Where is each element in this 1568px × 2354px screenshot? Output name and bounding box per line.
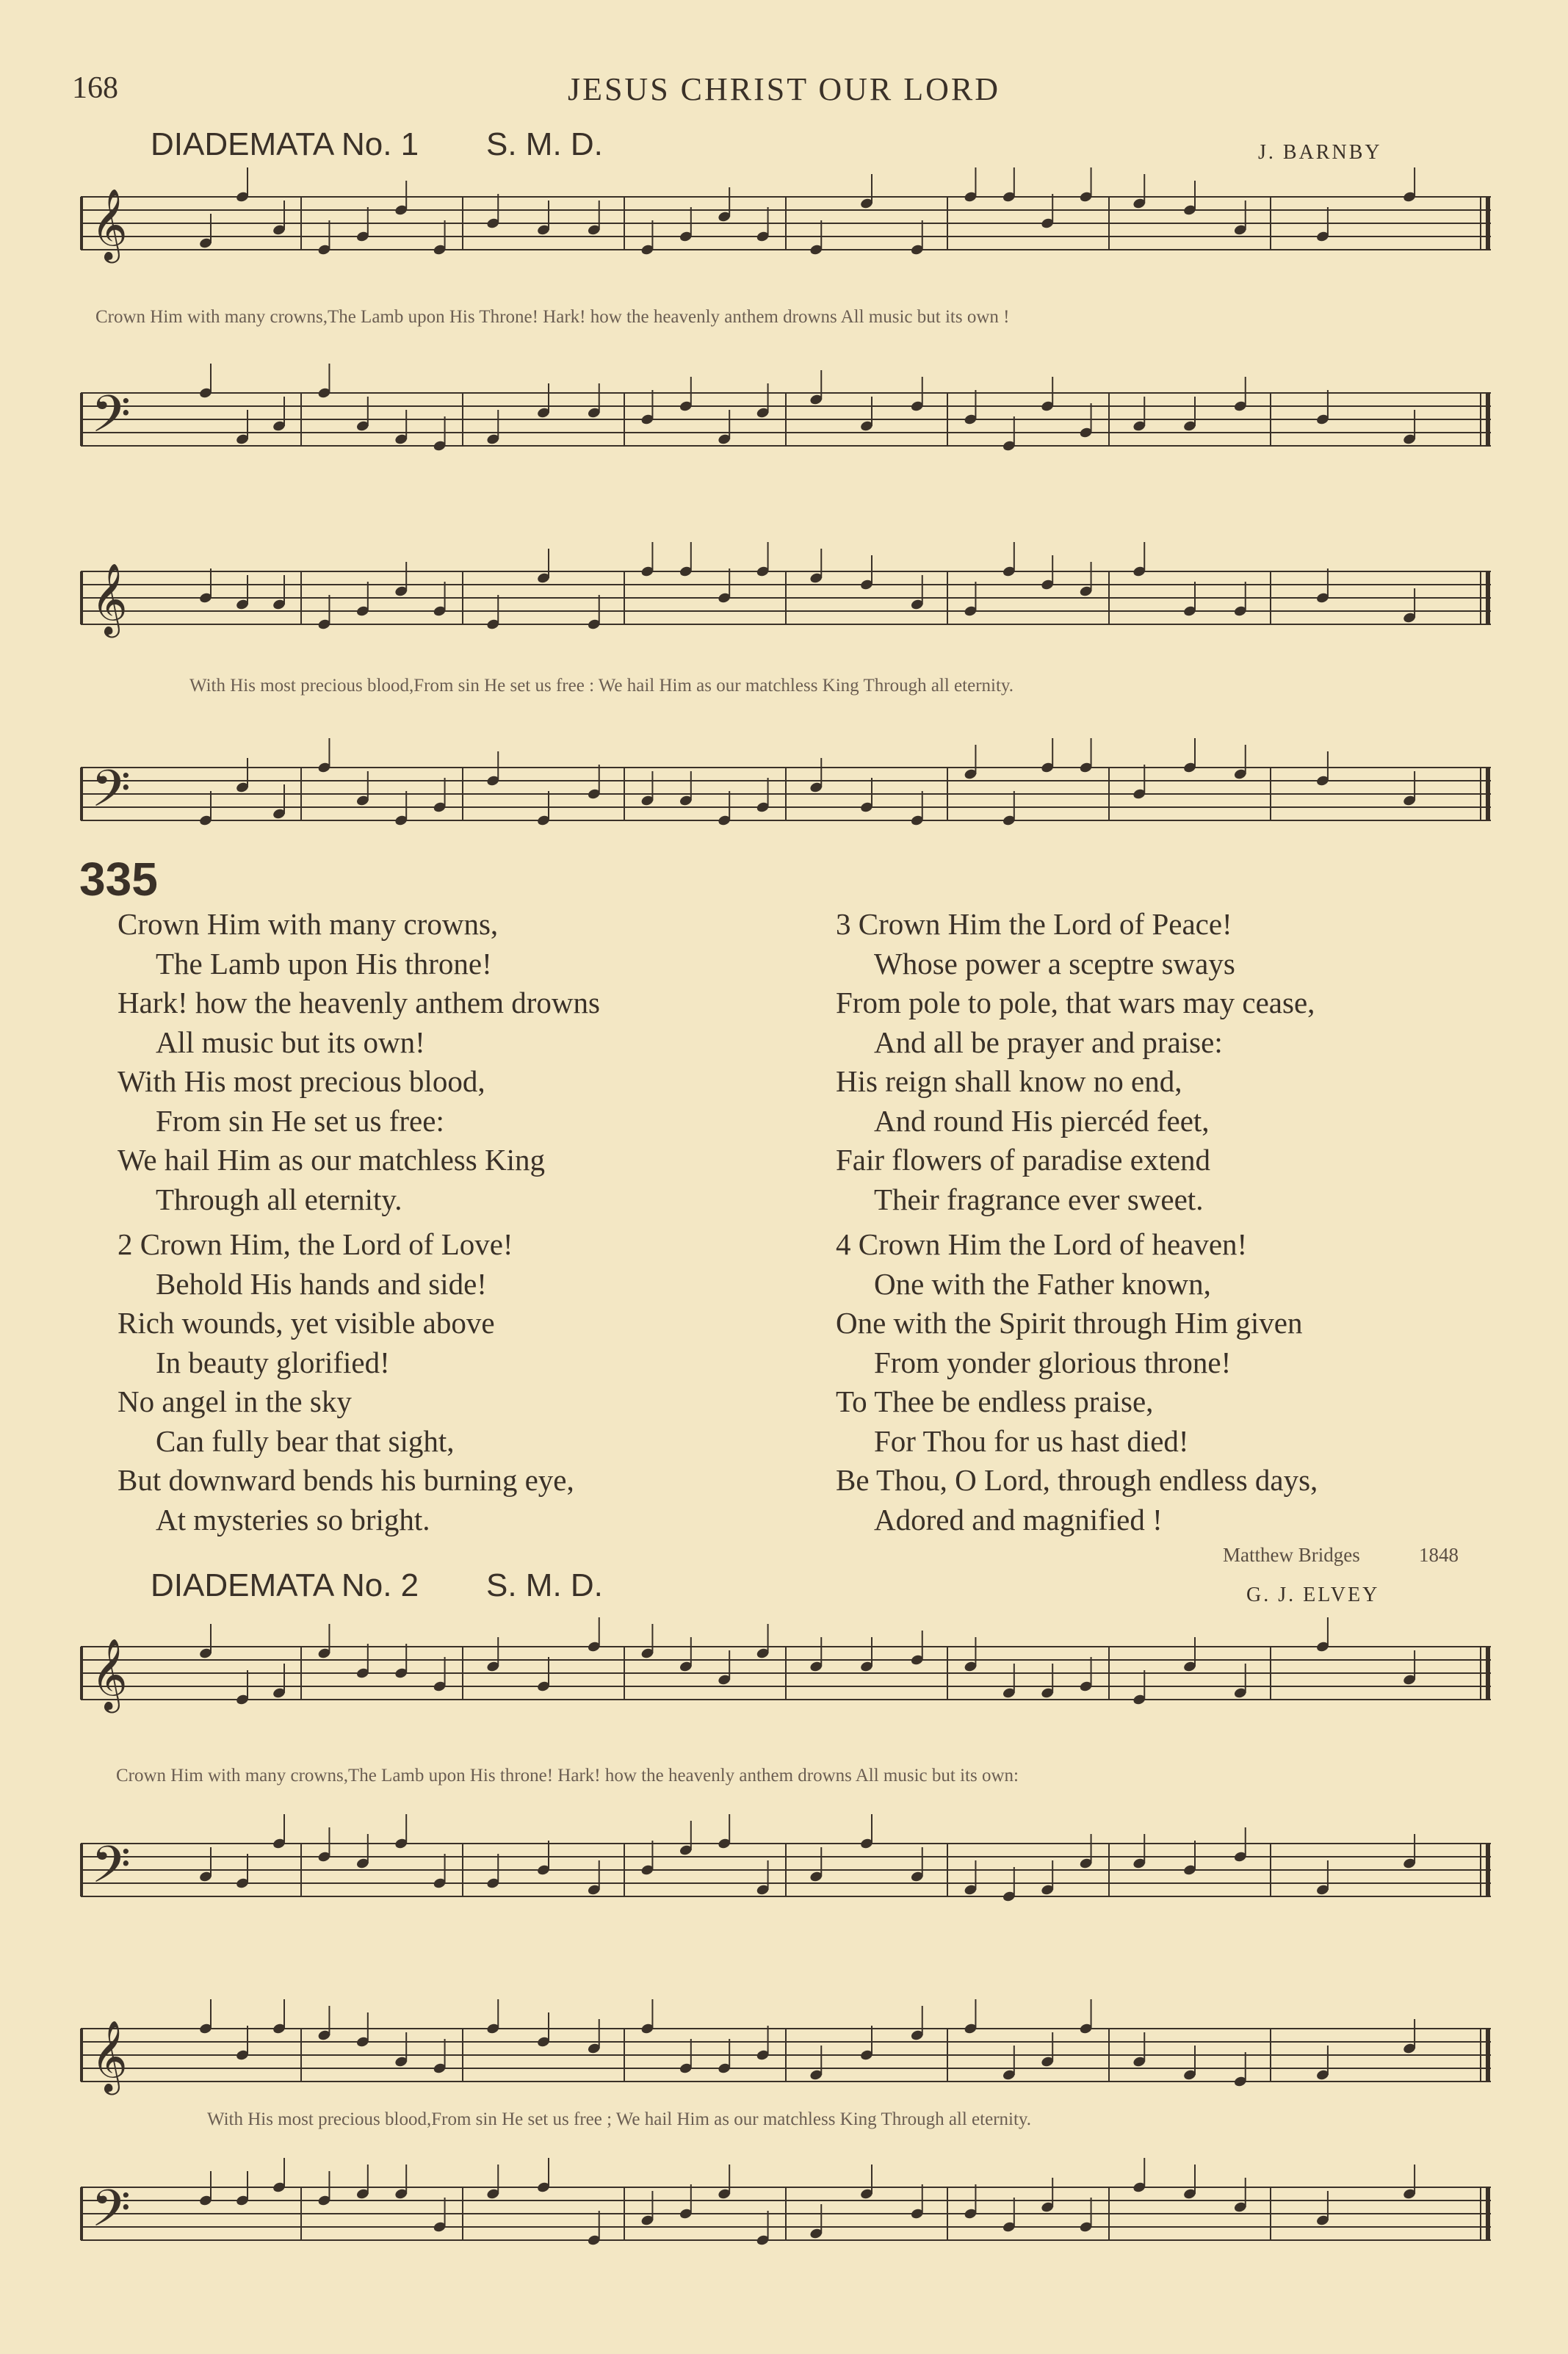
- stanza-line: Behold His hands and side!: [156, 1266, 487, 1301]
- stanza-line: The Lamb upon His throne!: [156, 946, 492, 981]
- svg-text:𝄢: 𝄢: [91, 759, 131, 831]
- stanza-line: Crown Him with many crowns,: [118, 907, 499, 941]
- music-staff: [81, 753, 1491, 834]
- stanza-line: With His most precious blood,: [118, 1064, 485, 1098]
- stanza-line: Hark! how the heavenly anthem drowns: [118, 986, 600, 1019]
- tune2-lyric-line1: Crown Him with many crowns,The Lamb upon His throne! Hark! how the heavenly anthem drowns All music but its own:: [116, 1766, 1019, 1786]
- svg-text:𝄢: 𝄢: [91, 2178, 131, 2250]
- svg-text:𝄞: 𝄞: [91, 563, 128, 635]
- music-staff: [81, 1829, 1491, 1910]
- stanza-line: All music but its own!: [156, 1025, 425, 1059]
- tune1-name: DIADEMATA No. 1: [151, 126, 419, 162]
- music-staff: [81, 1632, 1491, 1713]
- section-title: JESUS CHRIST OUR LORD: [567, 71, 1001, 107]
- stanza-line: Rich wounds, yet visible above: [118, 1306, 495, 1340]
- stanza-line: Can fully bear that sight,: [156, 1423, 455, 1458]
- stanza-line: We hail Him as our matchless King: [118, 1143, 545, 1177]
- tune2-meter: S. M. D.: [486, 1567, 603, 1603]
- tune1-composer: J. BARNBY: [1258, 141, 1382, 164]
- music-staff: [81, 2173, 1491, 2253]
- stanza-1: [118, 905, 600, 1219]
- stanza-4: [836, 1225, 1318, 1539]
- stanza-line: Be Thou, O Lord, through endless days,: [836, 1463, 1318, 1497]
- stanza-line: One with the Spirit through Him given: [836, 1306, 1303, 1340]
- stanza-line: But downward bends his burning eye,: [118, 1463, 574, 1497]
- stanza-line: His reign shall know no end,: [836, 1064, 1182, 1098]
- hymn-author: Matthew Bridges: [1223, 1544, 1360, 1566]
- stanza-line: 2 Crown Him, the Lord of Love!: [118, 1227, 513, 1261]
- stanza-line: From sin He set us free:: [156, 1103, 444, 1138]
- stanza-line: From pole to pole, that wars may cease,: [836, 986, 1315, 1019]
- svg-text:𝄢: 𝄢: [91, 384, 131, 456]
- stanza-line: No angel in the sky: [118, 1384, 352, 1418]
- tune1-lyric-line1: Crown Him with many crowns,The Lamb upon His Throne! Hark! how the heavenly anthem drowns All music but its own !: [95, 307, 1010, 327]
- music-staff: [81, 378, 1491, 459]
- tune2-lyric-line2: With His most precious blood,From sin He set us free ; We hail Him as our matchless King Through all eternity.: [207, 2109, 1032, 2129]
- stanza-line: 4 Crown Him the Lord of heaven!: [836, 1227, 1248, 1261]
- music-staff: [81, 2014, 1491, 2095]
- stanza-line: One with the Father known,: [874, 1266, 1211, 1301]
- svg-text:𝄞: 𝄞: [91, 1638, 128, 1710]
- stanza-line: In beauty glorified!: [156, 1345, 390, 1379]
- music-staff: [81, 182, 1491, 263]
- stanza-line: At mysteries so bright.: [156, 1502, 430, 1537]
- stanza-line: Whose power a sceptre sways: [874, 946, 1235, 981]
- music-staff: [81, 557, 1491, 638]
- stanza-line: Adored and magnified !: [874, 1502, 1163, 1537]
- svg-text:𝄞: 𝄞: [91, 2020, 128, 2092]
- stanza-line: And all be prayer and praise:: [874, 1025, 1223, 1059]
- stanza-line: From yonder glorious throne!: [874, 1345, 1232, 1379]
- stanza-2: [118, 1225, 574, 1539]
- tune1-meter: S. M. D.: [486, 126, 603, 162]
- tune1-lyric-line2: With His most precious blood,From sin He set us free : We hail Him as our matchless King Through all eternity.: [189, 676, 1014, 696]
- tune2-name: DIADEMATA No. 2: [151, 1567, 419, 1603]
- tune2-composer: G. J. ELVEY: [1246, 1584, 1380, 1606]
- hymn-number: 335: [79, 853, 158, 906]
- stanza-line: Through all eternity.: [156, 1182, 402, 1216]
- hymn-year: 1848: [1419, 1544, 1459, 1566]
- stanza-3: [836, 905, 1315, 1219]
- stanza-line: Their fragrance ever sweet.: [874, 1182, 1204, 1216]
- svg-text:𝄢: 𝄢: [91, 1835, 131, 1907]
- stanza-line: And round His piercéd feet,: [874, 1103, 1210, 1138]
- stanza-line: 3 Crown Him the Lord of Peace!: [836, 907, 1232, 941]
- stanza-line: Fair flowers of paradise extend: [836, 1143, 1211, 1177]
- page-number: 168: [72, 71, 118, 105]
- svg-text:𝄞: 𝄞: [91, 188, 128, 260]
- stanza-line: To Thee be endless praise,: [836, 1384, 1154, 1418]
- stanza-line: For Thou for us hast died!: [874, 1423, 1189, 1458]
